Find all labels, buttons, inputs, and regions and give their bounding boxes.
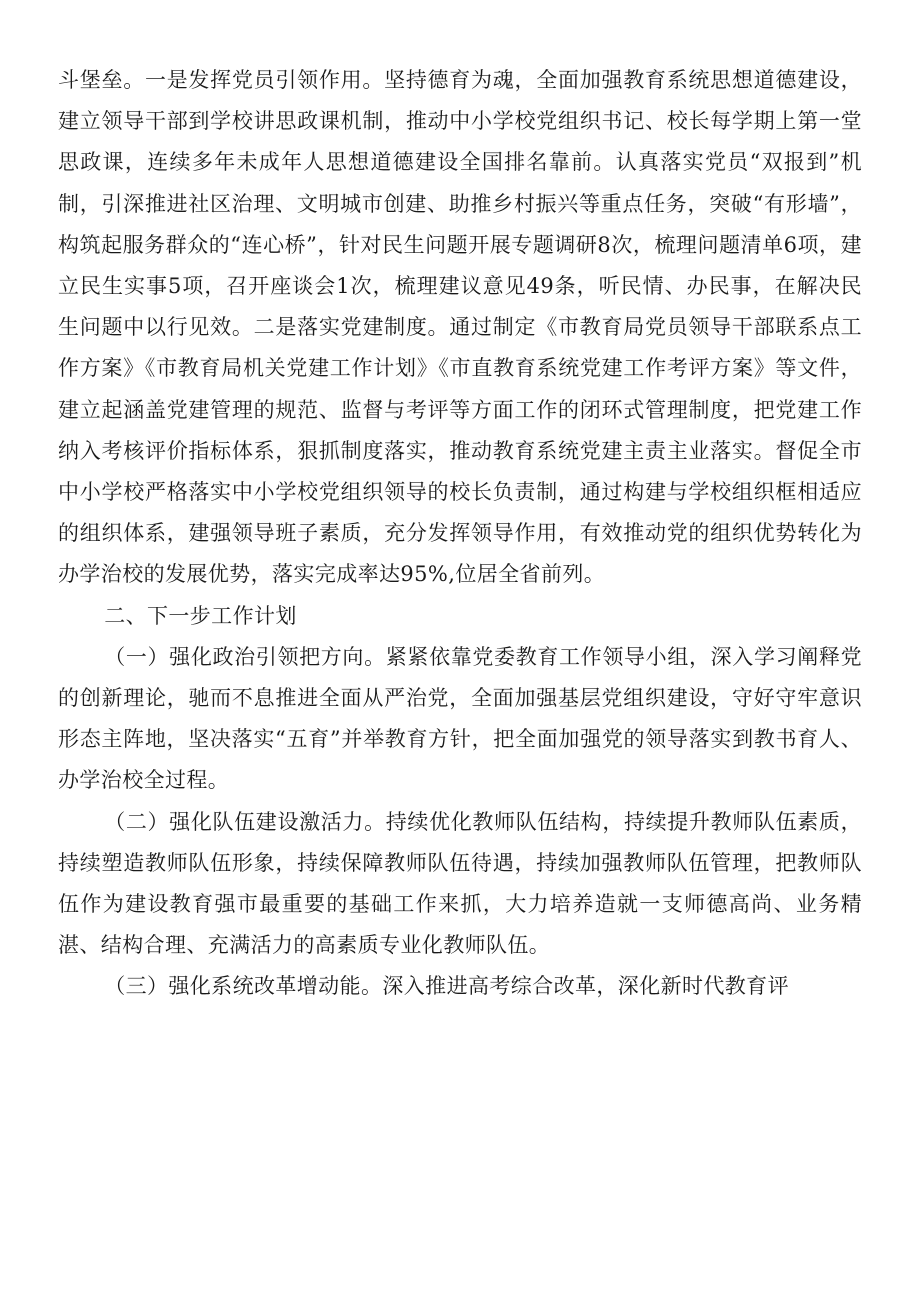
body-paragraph-system-reform: （三）强化系统改革增动能。深入推进高考综合改革，深化新时代教育评 [104, 974, 789, 999]
body-paragraph-continuation: 斗堡垒。一是发挥党员引领作用。坚持德育为魂，全面加强教育系统思想道德建设，建立领导干部到学校讲思政课机制，推动中小学校党组织书记、校长每学期上第一堂思政课，连续多年未成年人思想道德建设全国排名靠前。认真落实党员“双报到”机制，引深推进社区治理、文明城市创建、助推乡村振兴等重点任务，突破“有形墙”，构筑起服务群众的“连心桥”，针对民生问题开展专题调研8次，梳理问题清单6项，建立民生实事5项，召开座谈会1次，梳理建议意见49条，听民情、办民事，在解决民生问题中以行见效。二是落实党建制度。通过制定《市教育局党员领导干部联系点工作方案》《市教育局机关党建工作计划》《市直教育系统党建工作考评方案》等文件，建立起涵盖党建管理的规范、监督与考评等方面工作的闭环式管理制度，把党建工作纳入考核评价指标体系，狠抓制度落实，推动教育系统党建主责主业落实。督促全市中小学校严格落实中小学校党组织领导的校长负责制，通过构建与学校组织框相适应的组织体系，建强领导班子素质，充分发挥领导作用，有效推动党的组织优势转化为办学治校的发展优势，落实完成率达95%,位居全省前列。 [58, 68, 862, 587]
section-heading: 二、下一步工作计划 [104, 603, 297, 628]
body-paragraph-team-building: （二）强化队伍建设激活力。持续优化教师队伍结构，持续提升教师队伍素质，持续塑造教师队伍形象，持续保障教师队伍待遇，持续加强教师队伍管理，把教师队伍作为建设教育强市最重要的基础工作来抓，大力培养造就一支师德高尚、业务精湛、结构合理、充满活力的高素质专业化教师队伍。 [58, 809, 862, 958]
body-paragraph-political-leadership: （一）强化政治引领把方向。紧紧依靠党委教育工作领导小组，深入学习阐释党的创新理论，驰而不息推进全面从严治党，全面加强基层党组织建设，守好守牢意识形态主阵地，坚决落实“五育”并举教育方针，把全面加强党的领导落实到教书育人、办学治校全过程。 [58, 644, 862, 793]
